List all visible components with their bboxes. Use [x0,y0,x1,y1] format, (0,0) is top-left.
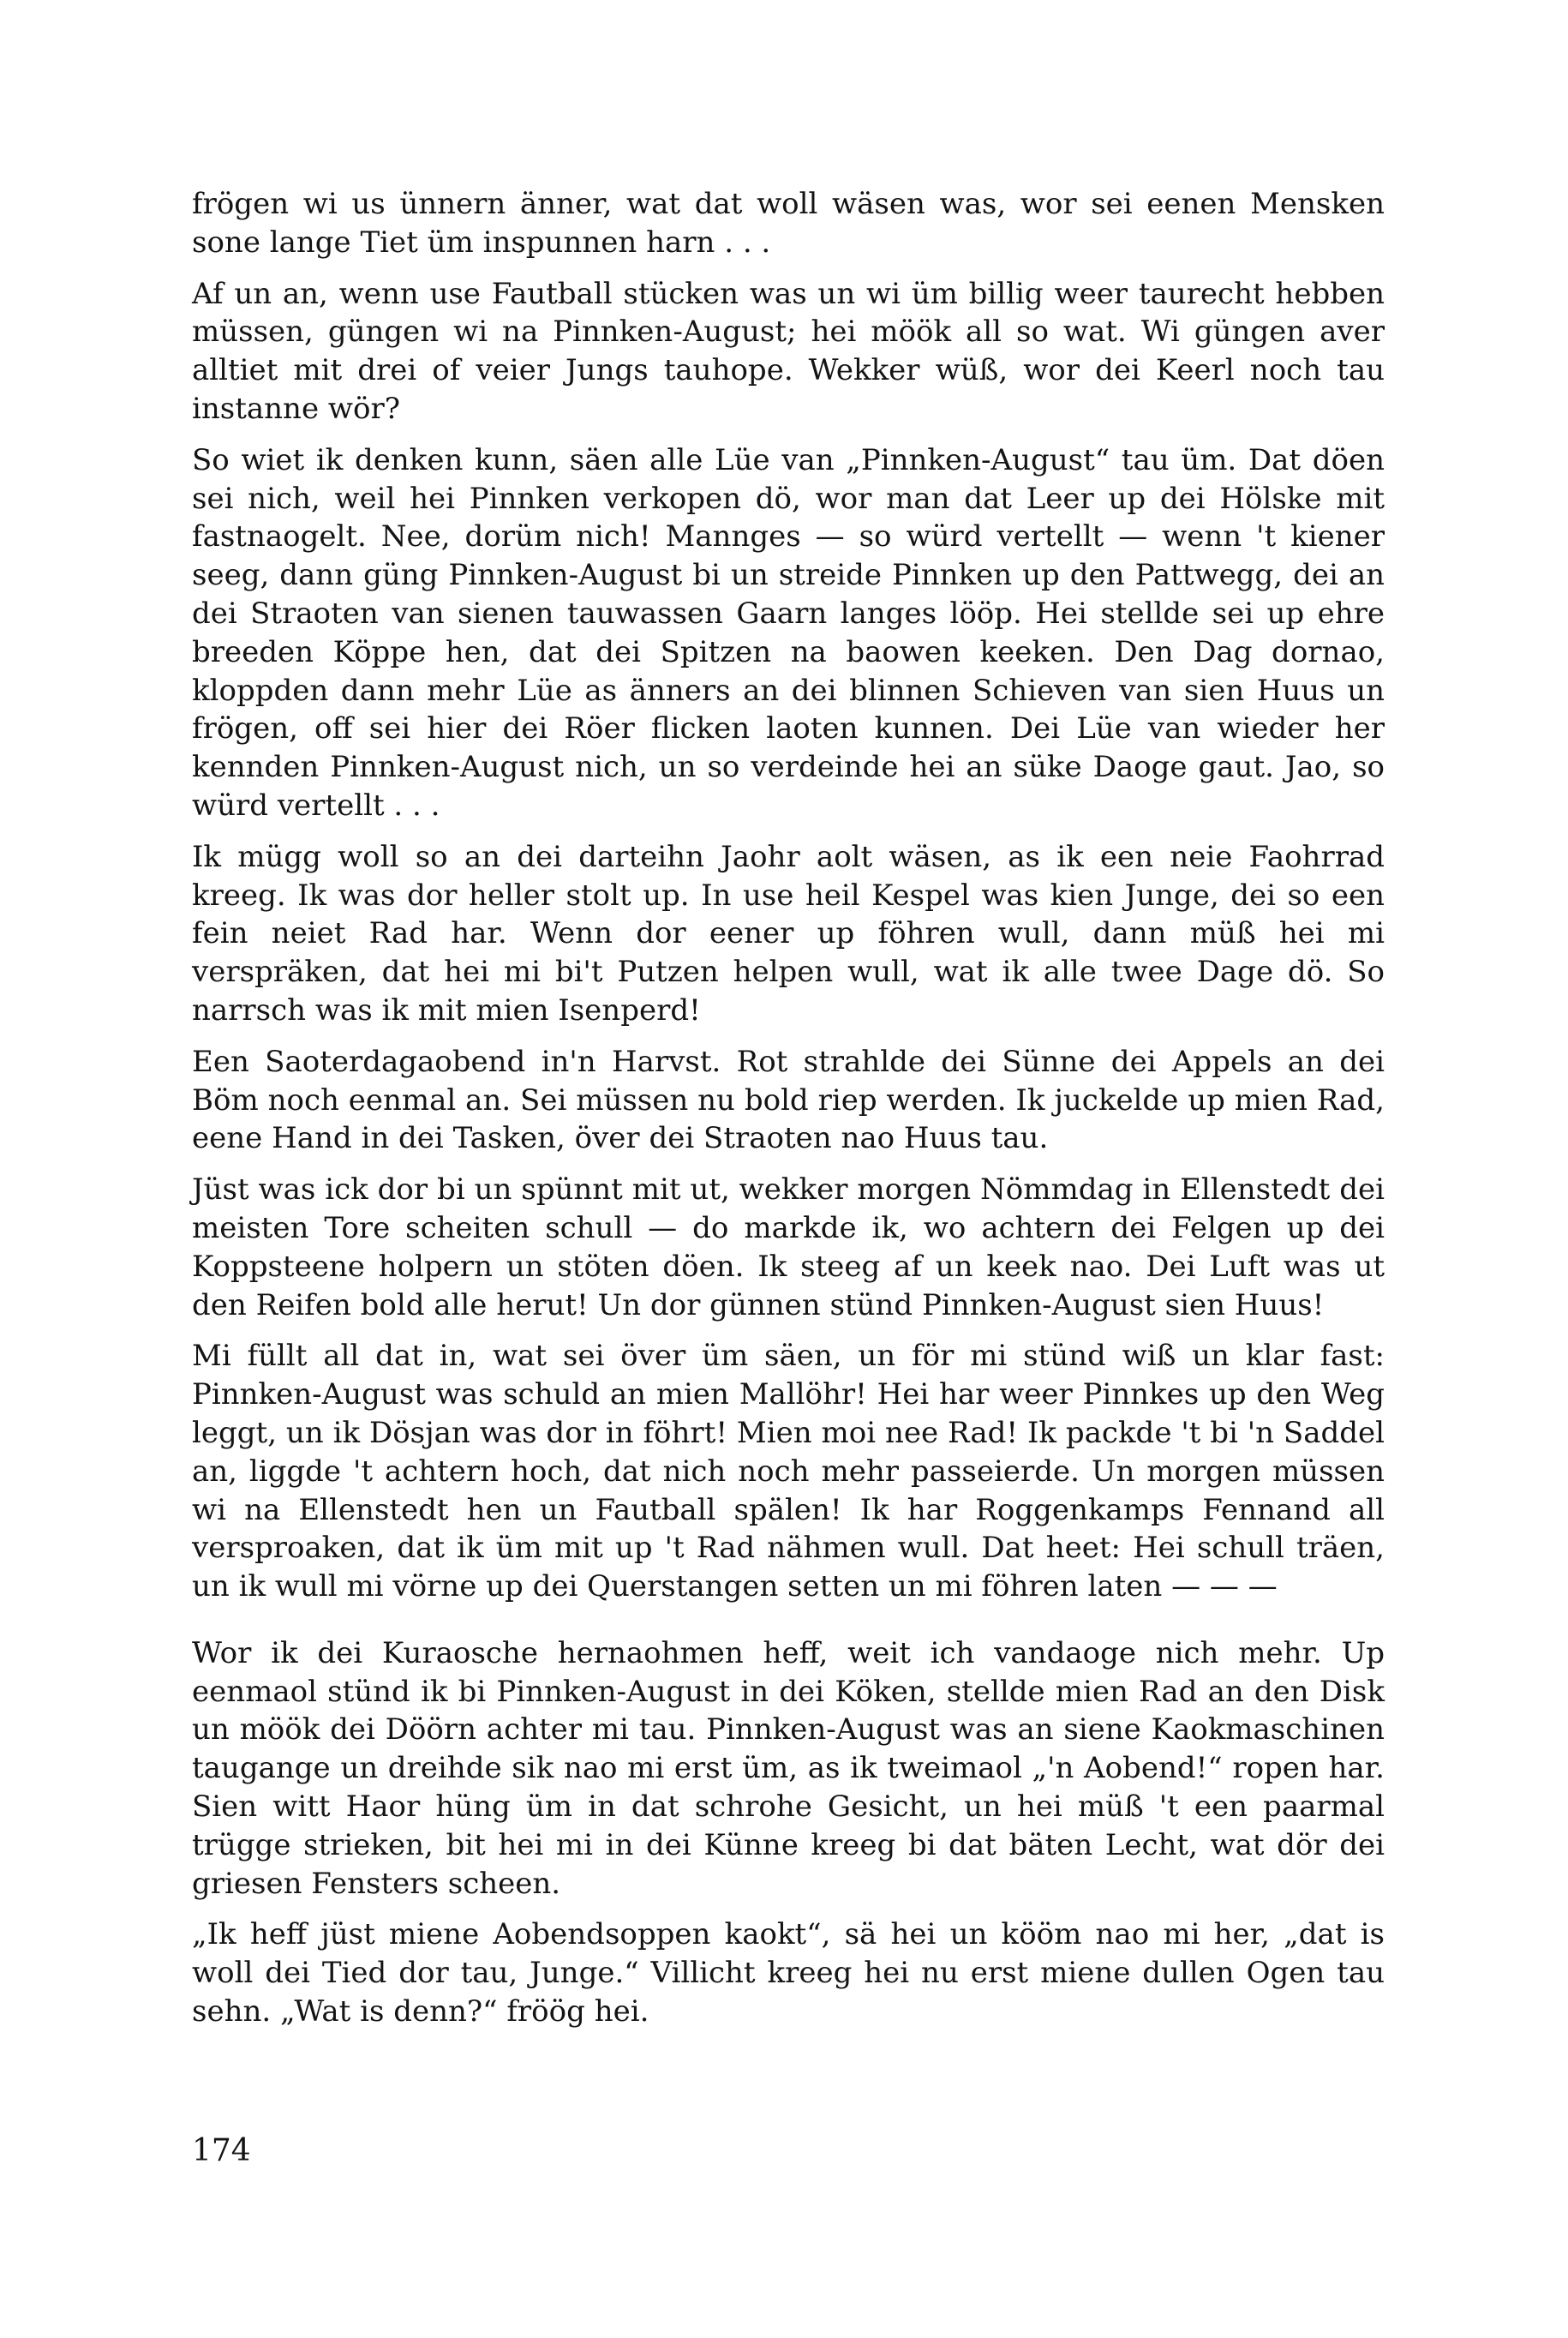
paragraph-7: Mi füllt all dat in, wat sei över üm säen, un för mi stünd wiß un klar fast: Pinnken-August was schuld an mien Mallöhr! Hei har weer Pinnkes up den Weg leggt, un ik Dösjan was dor in föhrt! Mien moi nee Rad! Ik packde 't bi 'n Saddel an, liggde 't achtern hoch, dat nich noch mehr passeierde. Un morgen müssen wi na Ellenstedt hen un Fautball spälen! Ik har Roggenkamps Fennand all versproaken, dat ik üm mit up 't Rad nähmen wull. Dat heet: Hei schull träen, un ik wull mi vörne up dei Querstangen setten un mi föhren laten — — — [192,1339,1385,1604]
paragraph-2: Af un an, wenn use Fautball stücken was un wi üm billig weer taurecht hebben müssen, güngen wi na Pinnken-August; hei möök all so wat. Wi güngen aver alltiet mit drei of veier Jungs tauhope. Wekker wüß, wor dei Keerl noch tau instanne wör? [192,276,1385,426]
paragraph-5: Een Saoterdagaobend in'n Harvst. Rot strahlde dei Sünne dei Appels an dei Böm noch eenmal an. Sei müssen nu bold riep werden. Ik juckelde up mien Rad, eene Hand in dei Tasken, över dei Straoten nao Huus tau. [192,1044,1385,1156]
page-body [192,185,1385,2044]
paragraph-9: „Ik heff jüst miene Aobendsoppen kaokt“, sä hei un kööm nao mi her, „dat is woll dei Tied dor tau, Junge.“ Villicht kreeg hei nu erst miene dullen Ogen tau sehn. „Wat is denn?“ fröög hei. [192,1917,1385,2029]
paragraph-6: Jüst was ick dor bi un spünnt mit ut, wekker morgen Nömmdag in Ellenstedt dei meisten Tore scheiten schull — do markde ik, wo achtern dei Felgen up dei Koppsteene holpern un stöten döen. Ik steeg af un keek nao. Dei Luft was ut den Reifen bold alle herut! Un dor günnen stünd Pinnken-August sien Huus! [192,1172,1385,1322]
paragraph-4: Ik mügg woll so an dei darteihn Jaohr aolt wäsen, as ik een neie Faohrrad kreeg. Ik was dor heller stolt up. In use heil Kespel was kien Junge, dei so een fein neiet Rad har. Wenn dor eener up föhren wull, dann müß hei mi verspräken, dat hei mi bi't Putzen helpen wull, wat ik alle twee Dage dö. So narrsch was ik mit mien Isenperd! [192,839,1385,1028]
page-number: 174 [192,2133,251,2168]
paragraph-8: Wor ik dei Kuraosche hernaohmen heff, weit ich vandaoge nich mehr. Up eenmaol stünd ik bi Pinnken-August in dei Köken, stellde mien Rad an den Disk un möök dei Döörn achter mi tau. Pinnken-August was an siene Kaokmaschinen taugange un dreihde sik nao mi erst üm, as ik tweimaol „'n Aobend!“ ropen har. Sien witt Haor hüng üm in dat schrohe Gesicht, un hei müß 't een paarmal trügge strieken, bit hei mi in dei Künne kreeg bi dat bäten Lecht, wat dör dei griesen Fensters scheen. [192,1635,1385,1901]
paragraph-1: frögen wi us ünnern änner, wat dat woll wäsen was, wor sei eenen Mensken sone lange Tiet üm inspunnen harn . . . [192,187,1385,260]
paragraph-3: So wiet ik denken kunn, säen alle Lüe van „Pinnken-August“ tau üm. Dat döen sei nich, weil hei Pinnken verkopen dö, wor man dat Leer up dei Hölske mit fastnaogelt. Nee, dorüm nich! Mannges — so würd vertellt — wenn 't kiener seeg, dann güng Pinnken-August bi un streide Pinnken up den Pattwegg, dei an dei Straoten van sienen tauwassen Gaarn langes lööp. Hei stellde sei up ehre breeden Köppe hen, dat dei Spitzen na baowen keeken. Den Dag dornao, kloppden dann mehr Lüe as änners an dei blinnen Schieven van sien Huus un frögen, off sei hier dei Röer flicken laoten kunnen. Dei Lüe van wieder her kennden Pinnken-August nich, un so verdeinde hei an süke Daoge gaut. Jao, so würd vertellt . . . [192,442,1385,823]
